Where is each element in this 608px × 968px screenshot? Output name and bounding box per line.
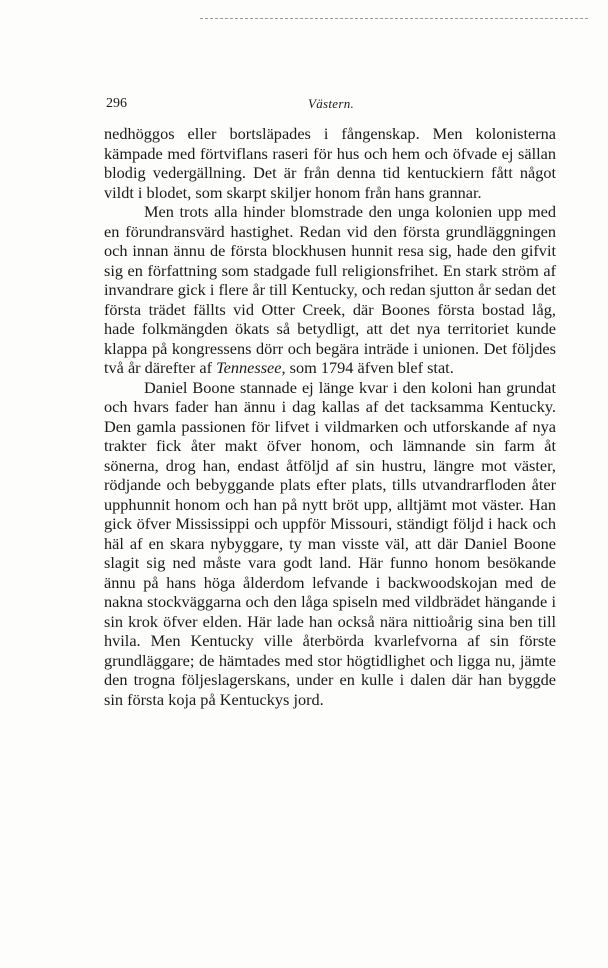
- body-text: [104, 124, 556, 709]
- paragraph-2: [104, 202, 556, 378]
- running-head: Västern.: [307, 96, 355, 111]
- paragraph-3-text: Daniel Boone stannade ej länge kvar i den koloni han grundat och hvars fader han ännu i dag kallas af det tacksamma Kentucky. Den gamla passionen för lifvet i vildmarken och utforskande af nya trakter fick åter makt öfver honom, och lämnande sin farm åt sönerna, drog han, endast åtföljd af sin hustru, längre mot väster, rödjande och bebyggande plats efter plats, tills utvandrarfloden åter upphunnit honom och han på nytt bröt upp, alltjämt mot väster. Han gick öfver Mississippi och uppför Missouri, ständigt följd i hack och häl af en skara nybyggare, ty man visste väl, att där Daniel Boone slagit sig ned måste vara godt land. Här funno honom besökande ännu på hans höga ålderdom lefvande i backwoodskojan med de nakna stockväggarna och den låga spiseln med vildbrädet hängande i sin krok öfver elden. Här lade han också nära nittioårig sina ben till hvila. Men Kentucky ville återbörda kvarlefvorna af sin förste grundläggare; de hämtades med stor högtidlighet och ligga nu, jämte den trogna följeslagerskans, under en kulle i dalen där han byggde sin första koja på Kentuckys jord.: [104, 377, 556, 709]
- paragraph-1-text: nedhöggos eller bortsläpades i fångenskap. Men kolonisterna kämpade med förtviflans raseri för hus och hem och öfvade ej sällan blodig vedergällning. Det är från denna tid kentuckiern fått något vildt i blodet, som skarpt skiljer honom från hans grannar.: [104, 124, 556, 202]
- top-edge-rule: [200, 18, 588, 19]
- paragraph-3: [104, 378, 556, 710]
- paragraph-2-text-end: som 1794 äfven blef stat.: [285, 358, 454, 377]
- page-number: 296: [106, 96, 127, 111]
- paragraph-1: [104, 124, 556, 202]
- page-header: [106, 96, 556, 116]
- place-name-tennessee: Tennessee,: [216, 358, 286, 377]
- paragraph-2-text: Men trots alla hinder blomstrade den unga kolonien upp med en förundransvärd hastighet. Redan vid den första grundläggningen och innan ännu de första blockhusen hunnit resa sig, hade den gifvit sig en författning som stadgade full religionsfrihet. En stark ström af invandrare gick i flere år till Kentucky, och redan sjutton år sedan det första trädet fällts vid Otter Creek, där Boones första bostad låg, hade folkmängden ökats så betydligt, att det nya territoriet kunde klappa på kongressens dörr och begära inträde i unionen. Det följdes två år därefter af: [104, 202, 556, 377]
